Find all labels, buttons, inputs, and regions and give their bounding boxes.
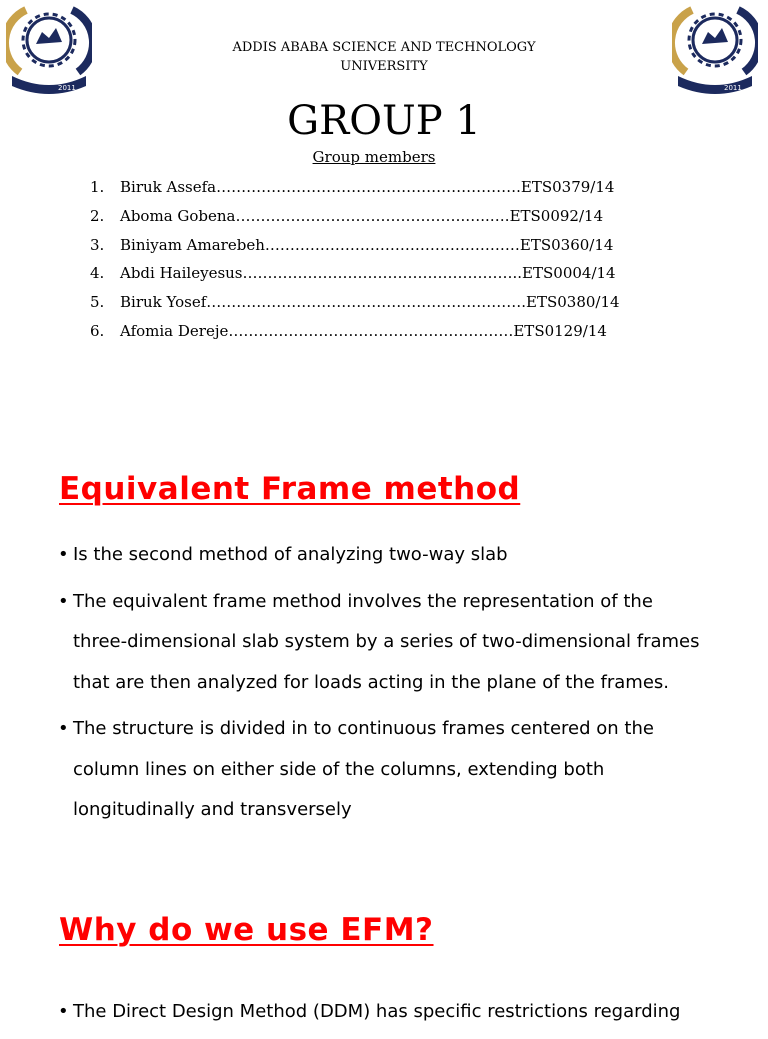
bullet-item bbox=[58, 992, 748, 1033]
member-item bbox=[90, 259, 620, 288]
bullet-item bbox=[58, 709, 748, 831]
bullet-icon: • bbox=[58, 544, 69, 565]
member-item bbox=[90, 231, 620, 260]
bullet-line: longitudinally and transversely bbox=[73, 799, 352, 820]
bullet-line: The structure is divided in to continuous frames centered on the bbox=[73, 718, 654, 739]
member-item bbox=[90, 202, 620, 231]
bullet-line: Is the second method of analyzing two-way slab bbox=[73, 544, 508, 565]
bullet-item bbox=[58, 582, 748, 704]
university-name-line2: UNIVERSITY bbox=[340, 59, 428, 74]
university-name bbox=[0, 38, 768, 76]
members-list bbox=[90, 173, 620, 346]
member-number: 5. bbox=[90, 293, 105, 312]
bullet-icon: • bbox=[58, 1001, 69, 1022]
bullet-line: The equivalent frame method involves the representation of the bbox=[73, 590, 653, 612]
member-number: 1. bbox=[90, 178, 105, 196]
member-text: Aboma Gobena……………………………………….…..….ETS0092/14 bbox=[120, 206, 604, 225]
member-item bbox=[90, 288, 620, 317]
bullet-line: column lines on either side of the columns, extending both bbox=[73, 758, 605, 780]
section-heading-why-efm: Why do we use EFM? bbox=[59, 912, 434, 948]
member-item bbox=[90, 317, 620, 346]
member-item bbox=[90, 173, 620, 202]
bullet-line: that are then analyzed for loads acting in the plane of the frames. bbox=[73, 671, 670, 693]
member-text: Afomia Dereje…………………………………………………ETS0129/14 bbox=[120, 321, 607, 340]
page-title: GROUP 1 bbox=[287, 98, 481, 144]
svg-text:2011: 2011 bbox=[58, 84, 76, 92]
svg-text:2011: 2011 bbox=[724, 84, 742, 92]
member-text: Biruk Assefa…………………………………………………….ETS0379/14 bbox=[120, 178, 615, 196]
member-number: 3. bbox=[90, 235, 105, 254]
bullet-icon: • bbox=[58, 718, 69, 739]
section-why-efm-bullets bbox=[58, 992, 748, 1039]
bullet-icon: • bbox=[58, 590, 69, 612]
bullet-line: three-dimensional slab system by a series of two-dimensional frames bbox=[73, 631, 700, 652]
member-text: Biniyam Amarebeh……………………………………………ETS0360/14 bbox=[120, 235, 614, 254]
member-number: 6. bbox=[90, 321, 105, 340]
member-number: 4. bbox=[90, 264, 105, 283]
members-heading: Group members bbox=[312, 148, 436, 166]
section-efm-bullets bbox=[58, 535, 748, 837]
member-text: Abdi Haileyesus………………………………………………..ETS0004/14 bbox=[120, 264, 616, 283]
university-name-line1: ADDIS ABABA SCIENCE AND TECHNOLOGY bbox=[232, 40, 536, 55]
bullet-item bbox=[58, 535, 748, 576]
member-number: 2. bbox=[90, 206, 105, 225]
bullet-line: The Direct Design Method (DDM) has specific restrictions regarding bbox=[73, 1001, 681, 1022]
member-text: Biruk Yosef……………………………………………………….ETS0380/14 bbox=[120, 293, 620, 312]
section-heading-efm: Equivalent Frame method bbox=[59, 471, 521, 507]
